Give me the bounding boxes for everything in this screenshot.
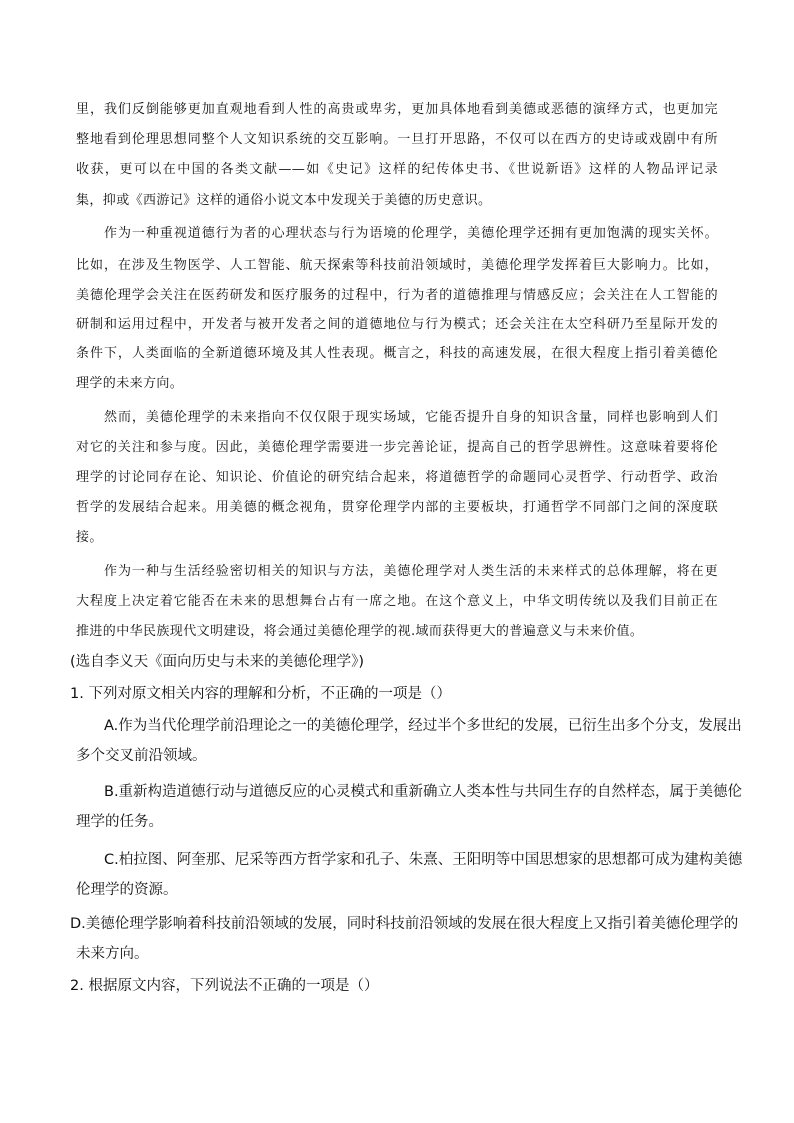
paragraph-2-line-2: 比如，在涉及生物医学、人工智能、航天探索等科技前沿领域时，美德伦理学发挥着巨大影响力。比如， (76, 258, 718, 273)
question-1-stem: 1. 下列对原文相关内容的理解和分析，不正确的一项是（） (70, 686, 451, 702)
paragraph-3-line-3: 理学的讨论同存在论、知识论、价值论的研究结合起来，将道德哲学的命题同心灵哲学、行动哲学、政治 (76, 470, 718, 485)
question-1-option-c-line-2: 伦理学的资源。 (76, 882, 178, 898)
source-citation: (选自李义天《面向历史与未来的美德伦理学》) (70, 654, 365, 670)
paragraph-4-line-3: 推进的中华民族现代文明建设，将会通过美德伦理学的视.域而获得更大的普遍意义与未来价值。 (76, 624, 644, 639)
question-1-option-d-line-2: 未来方向。 (76, 946, 149, 962)
question-1-option-b-line-2: 理学的任务。 (76, 814, 163, 830)
paragraph-4-line-2: 大程度上决定着它能否在未来的思想舞台占有一席之地。在这个意义上，中华文明传统以及我们目前正在 (76, 594, 718, 609)
paragraph-2-line-6: 理学的未来方向。 (76, 376, 184, 391)
question-1-option-c-line-1: C.柏拉图、阿奎那、尼采等西方哲学家和孔子、朱熹、王阳明等中国思想家的思想都可成为建构美德 (104, 852, 743, 868)
paragraph-2-line-4: 研制和运用过程中，开发者与被开发者之间的道德地位与行为模式；还会关注在太空科研乃至星际开发的 (76, 317, 718, 332)
paragraph-4-line-1: 作为一种与生活经验密切相关的知识与方法，美德伦理学对人类生活的未来样式的总体理解，将在更 (104, 564, 718, 579)
paragraph-3-line-4: 哲学的发展结合起来。用美德的概念视角，贯穿伦理学内部的主要板块，打通哲学不同部门之间的深度联 (76, 500, 718, 515)
paragraph-2-line-1: 作为一种重视道德行为者的心理状态与行为语境的伦理学，美德伦理学还拥有更加饱满的现实关怀。 (104, 226, 718, 241)
paragraph-1-line-4: 集，抑或《西游记》这样的通俗小说文本中发现关于美德的历史意识。 (76, 193, 492, 208)
paragraph-3-line-2: 对它的关注和参与度。因此，美德伦理学需要进一步完善论证，提高自己的哲学思辨性。这意味着要将伦 (76, 440, 718, 455)
paragraph-2-line-5: 条件下，人类面临的全新道德环境及其人性表现。概言之，科技的高速发展，在很大程度上指引着美德伦 (76, 346, 718, 361)
paragraph-3-line-1: 然而，美德伦理学的未来指向不仅仅限于现实场域，它能否提升自身的知识含量，同样也影响到人们 (104, 410, 718, 425)
question-2-stem: 2. 根据原文内容，下列说法不正确的一项是（） (70, 978, 379, 994)
question-1-option-d-line-1: D.美德伦理学影响着科技前沿领域的发展，同时科技前沿领域的发展在很大程度上又指引着美德伦理学的 (70, 916, 739, 932)
paragraph-3-line-5: 接。 (76, 530, 103, 545)
question-1-option-a-line-2: 多个交叉前沿领域。 (76, 748, 207, 764)
question-1-option-a-line-1: A.作为当代伦理学前沿理论之一的美德伦理学，经过半个多世纪的发展，已衍生出多个分支，发展出 (104, 718, 742, 734)
question-1-option-b-line-1: B.重新构造道德行动与道德反应的心灵模式和重新确立人类本性与共同生存的自然样态，属于美德伦 (104, 784, 743, 800)
paragraph-1-line-1: 里，我们反倒能够更加直观地看到人性的高贵或卑劣，更加具体地看到美德或恶德的演绎方式，也更加完 (76, 102, 718, 117)
paragraph-1-line-2: 整地看到伦理思想同整个人文知识系统的交互影响。一旦打开思路，不仅可以在西方的史诗或戏剧中有所 (76, 132, 718, 147)
paragraph-2-line-3: 美德伦理学会关注在医药研发和医疗服务的过程中，行为者的道德推理与情感反应；会关注在人工智能的 (76, 288, 718, 303)
paragraph-1-line-3: 收获，更可以在中国的各类文献——如《史记》这样的纪传体史书、《世说新语》这样的人物品评记录 (76, 162, 718, 177)
